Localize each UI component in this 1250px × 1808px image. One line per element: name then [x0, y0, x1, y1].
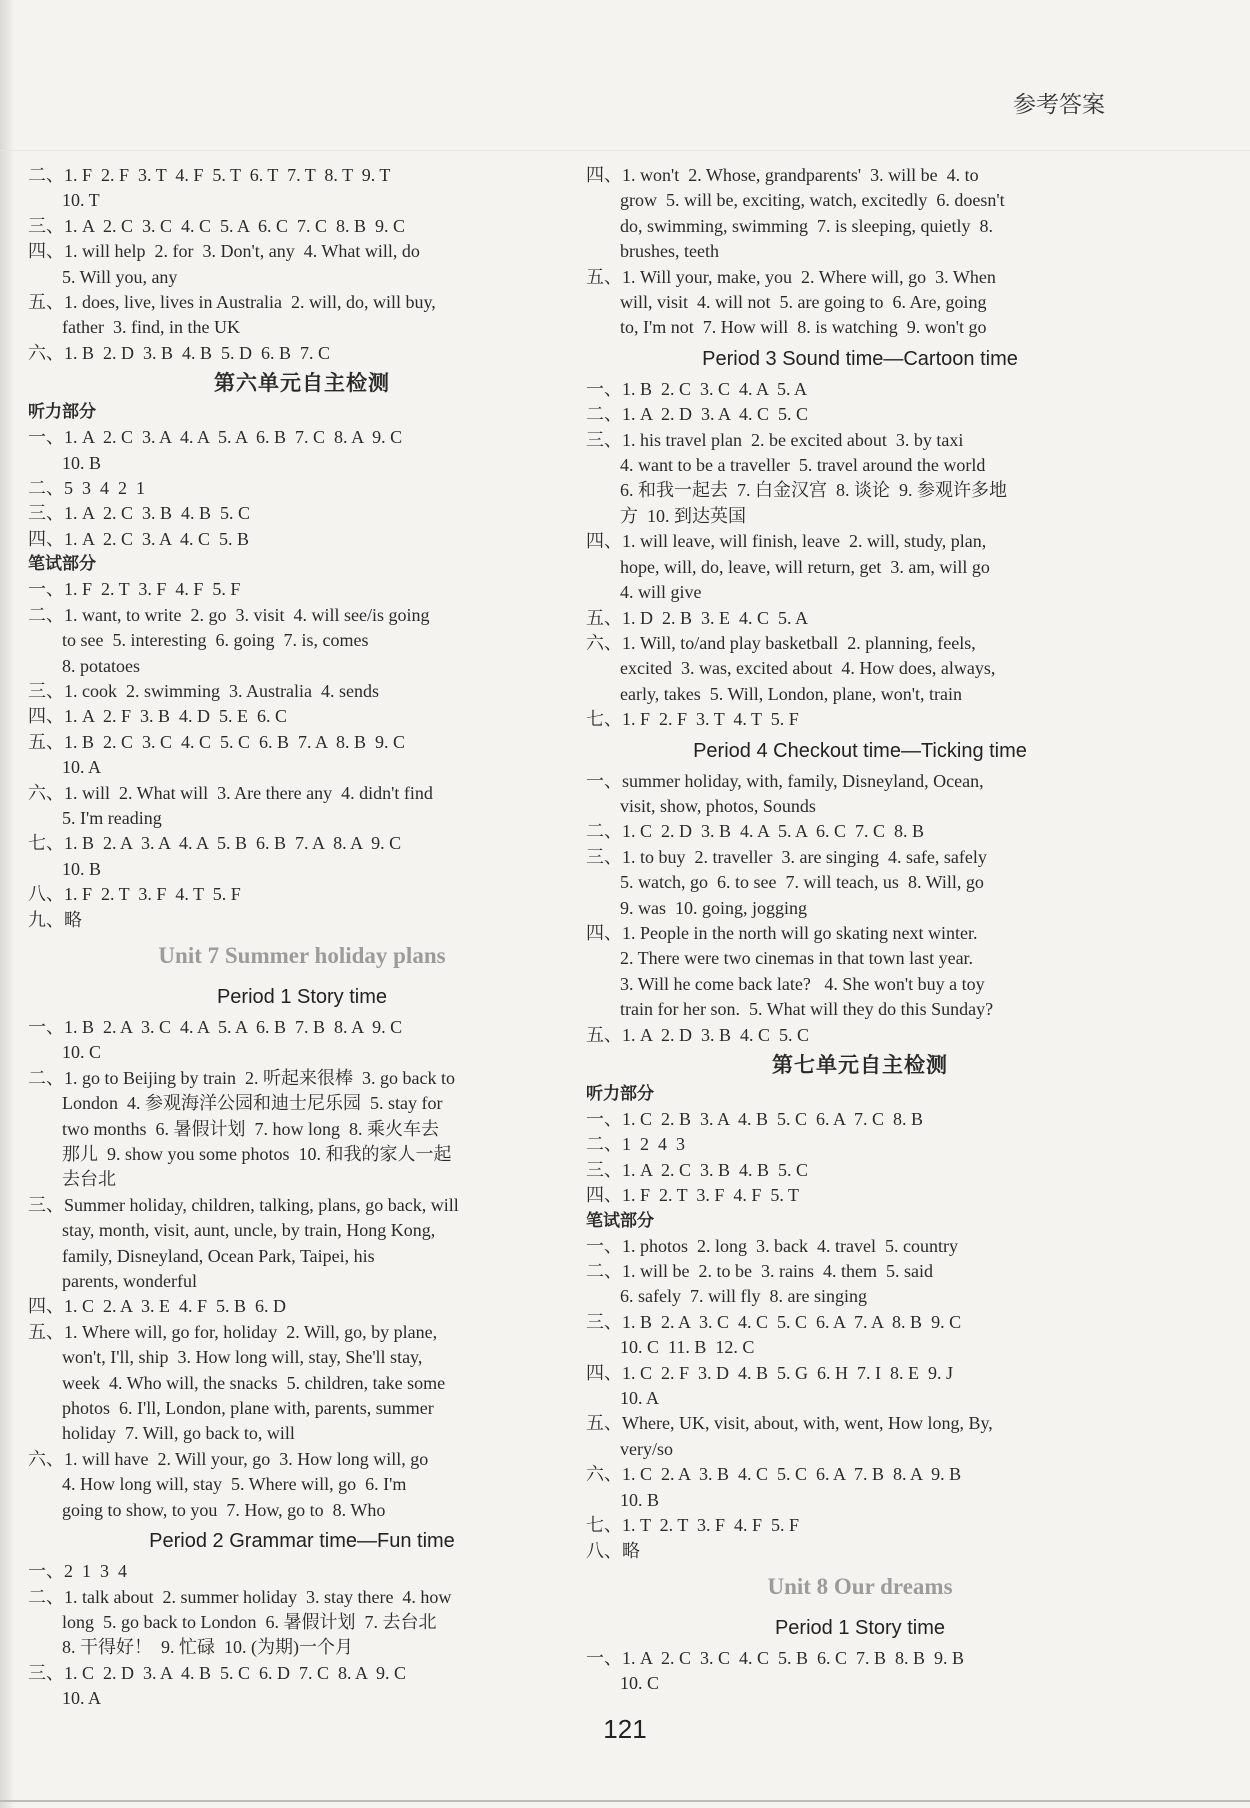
header-divider	[0, 150, 1250, 151]
answer-line: 二、1. talk about 2. summer holiday 3. stay there 4. how	[28, 1586, 452, 1607]
answer-line: 二、1. go to Beijing by train 2. 听起来很棒 3. go back to	[28, 1067, 455, 1088]
answer-line: 二、1 2 4 3	[586, 1134, 685, 1155]
answer-line-continued: parents, wonderful	[62, 1271, 197, 1292]
answer-line: 五、1. does, live, lives in Australia 2. will, do, will buy,	[28, 292, 436, 313]
answer-line-continued: 5. Will you, any	[62, 266, 178, 287]
answer-line-continued: 6. safely 7. will fly 8. are singing	[620, 1286, 867, 1307]
section-heading: 第七单元自主检测	[772, 1053, 948, 1077]
answer-line-continued: 2. There were two cinemas in that town last year.	[620, 948, 974, 969]
answer-line: 三、1. A 2. C 3. B 4. B 5. C	[28, 503, 251, 524]
answer-line-continued: family, Disneyland, Ocean Park, Taipei, his	[62, 1245, 375, 1266]
answer-line-continued: 10. C 11. B 12. C	[620, 1337, 755, 1358]
answer-line: 八、略	[586, 1540, 640, 1561]
answer-line-continued: 10. A	[62, 1688, 102, 1709]
section-subheading: 听力部分	[586, 1084, 654, 1104]
answer-line-continued: 10. T	[62, 190, 100, 211]
answer-line-continued: 4. will give	[620, 582, 702, 603]
answer-line: 四、1. will leave, will finish, leave 2. will, study, plan,	[586, 531, 987, 552]
period-title: Period 3 Sound time—Cartoon time	[702, 347, 1018, 370]
answer-line: 六、1. Will, to/and play basketball 2. planning, feels,	[586, 632, 976, 653]
answer-line: 四、1. C 2. A 3. E 4. F 5. B 6. D	[28, 1296, 287, 1317]
section-subheading: 听力部分	[28, 402, 96, 423]
answer-line: 五、1. A 2. D 3. B 4. C 5. C	[586, 1024, 810, 1045]
answer-line-continued: do, swimming, swimming 7. is sleeping, quietly 8.	[620, 215, 993, 236]
answer-line-continued: long 5. go back to London 6. 暑假计划 7. 去台北	[62, 1611, 437, 1632]
answer-line: 三、1. C 2. D 3. A 4. B 5. C 6. D 7. C 8. A 9. C	[28, 1662, 407, 1683]
answer-line: 一、1. F 2. T 3. F 4. F 5. F	[28, 579, 241, 600]
answer-line: 一、1. C 2. B 3. A 4. B 5. C 6. A 7. C 8. B	[586, 1109, 924, 1129]
answer-line: 四、1. People in the north will go skating next winter.	[586, 922, 978, 943]
answer-line-continued: 10. A	[620, 1388, 660, 1409]
answer-line: 四、1. won't 2. Whose, grandparents' 3. will be 4. to	[586, 165, 979, 185]
answer-line-continued: London 4. 参观海洋公园和迪士尼乐园 5. stay for	[62, 1093, 443, 1114]
answer-line: 二、1. A 2. D 3. A 4. C 5. C	[586, 404, 809, 425]
answer-line: 二、5 3 4 2 1	[28, 478, 145, 499]
answer-line: 五、1. D 2. B 3. E 4. C 5. A	[586, 607, 809, 628]
answer-line-continued: brushes, teeth	[620, 241, 719, 262]
answer-line-continued: 方 10. 到达英国	[620, 505, 746, 526]
unit-title: Unit 8 Our dreams	[767, 1573, 953, 1599]
answer-line-continued: 8. 干得好！ 9. 忙碌 10. (为期)一个月	[62, 1637, 353, 1658]
period-title: Period 1 Story time	[216, 985, 388, 1008]
answer-line-continued: two months 6. 暑假计划 7. how long 8. 乘火车去	[62, 1118, 440, 1139]
answer-line: 二、1. will be 2. to be 3. rains 4. them 5. said	[586, 1261, 933, 1282]
answer-line-continued: 3. Will he come back late? 4. She won't buy a toy	[620, 973, 985, 994]
answer-line-continued: excited 3. was, excited about 4. How does, always,	[620, 658, 996, 679]
answer-line: 八、1. F 2. T 3. F 4. T 5. F	[28, 884, 241, 905]
answer-line-continued: 9. was 10. going, jogging	[620, 897, 807, 918]
answer-line-continued: early, takes 5. Will, London, plane, won't, train	[620, 683, 962, 704]
answer-line-continued: hope, will, do, leave, will return, get 3. am, will go	[620, 556, 990, 577]
header-label: 参考答案	[1013, 91, 1105, 117]
right-column	[586, 163, 1134, 1697]
section-subheading: 笔试部分	[28, 554, 96, 575]
answer-line: 六、1. B 2. D 3. B 4. B 5. D 6. B 7. C	[28, 342, 331, 363]
answer-line: 五、1. Will your, make, you 2. Where will, go 3. When	[586, 266, 996, 287]
answer-line-continued: to see 5. interesting 6. going 7. is, comes	[62, 630, 369, 651]
answer-line-continued: 5. I'm reading	[62, 807, 162, 828]
answer-line: 五、Where, UK, visit, about, with, went, How long, By,	[586, 1413, 993, 1434]
period-title: Period 2 Grammar time—Fun time	[149, 1530, 455, 1553]
answer-line: 三、1. B 2. A 3. C 4. C 5. C 6. A 7. A 8. B 9. C	[586, 1311, 962, 1332]
answer-line: 三、1. cook 2. swimming 3. Australia 4. sends	[28, 680, 379, 701]
answer-line: 一、summer holiday, with, family, Disneyland, Ocean,	[586, 770, 984, 791]
answer-line-continued: 5. watch, go 6. to see 7. will teach, us 8. Will, go	[620, 872, 984, 893]
left-column	[28, 163, 576, 1712]
answer-line: 三、1. A 2. C 3. B 4. B 5. C	[586, 1159, 809, 1180]
answer-line: 六、1. C 2. A 3. B 4. C 5. C 6. A 7. B 8. A 9. B	[586, 1464, 962, 1485]
answer-line: 五、1. Where will, go for, holiday 2. Will, go, by plane,	[28, 1321, 438, 1342]
bottom-divider	[0, 1800, 1250, 1802]
answer-line: 一、1. B 2. C 3. C 4. A 5. A	[586, 378, 808, 399]
answer-line-continued: photos 6. I'll, London, plane with, parents, summer	[62, 1398, 434, 1419]
answer-line-continued: holiday 7. Will, go back to, will	[62, 1423, 295, 1444]
answer-line-continued: 10. B	[62, 452, 102, 473]
section-subheading: 笔试部分	[586, 1210, 654, 1231]
period-title: Period 1 Story time	[774, 1616, 946, 1639]
unit-title: Unit 7 Summer holiday plans	[158, 942, 446, 968]
answer-line: 四、1. A 2. C 3. A 4. C 5. B	[28, 528, 250, 549]
answer-line: 一、1. photos 2. long 3. back 4. travel 5. country	[586, 1235, 958, 1256]
answer-line-continued: 10. A	[62, 757, 102, 778]
page-edge-shadow	[0, 0, 14, 1808]
answer-line: 七、1. T 2. T 3. F 4. F 5. F	[586, 1515, 800, 1536]
answer-line-continued: 10. B	[620, 1489, 660, 1510]
answer-line: 二、1. want, to write 2. go 3. visit 4. will see/is going	[28, 604, 430, 625]
answer-line: 三、1. A 2. C 3. C 4. C 5. A 6. C 7. C 8. B 9. C	[28, 215, 406, 236]
answer-line-continued: very/so	[620, 1438, 673, 1459]
answer-line-continued: going to show, to you 7. How, go to 8. Who	[62, 1499, 386, 1520]
answer-line-continued: grow 5. will be, exciting, watch, excitedly 6. doesn't	[620, 190, 1005, 211]
answer-line-continued: visit, show, photos, Sounds	[620, 795, 816, 816]
answer-line: 一、1. A 2. C 3. C 4. C 5. B 6. C 7. B 8. B 9. B	[586, 1647, 965, 1668]
answer-line: 一、1. A 2. C 3. A 4. A 5. A 6. B 7. C 8. A 9. C	[28, 427, 403, 448]
answer-line: 七、1. F 2. F 3. T 4. T 5. F	[586, 709, 799, 730]
answer-line: 五、1. B 2. C 3. C 4. C 5. C 6. B 7. A 8. B 9. C	[28, 731, 406, 752]
page-number: 121	[603, 1714, 647, 1744]
answer-line: 二、1. C 2. D 3. B 4. A 5. A 6. C 7. C 8. B	[586, 821, 925, 842]
answer-line-continued: father 3. find, in the UK	[62, 317, 240, 338]
answer-line-continued: 10. B	[62, 858, 102, 879]
answer-line-continued: 去台北	[62, 1169, 116, 1190]
answer-line-continued: 4. How long will, stay 5. Where will, go 6. I'm	[62, 1474, 407, 1495]
answer-line-continued: 6. 和我一起去 7. 白金汉宫 8. 谈论 9. 参观许多地	[620, 480, 1007, 501]
answer-line: 一、2 1 3 4	[28, 1561, 127, 1582]
answer-line-continued: stay, month, visit, aunt, uncle, by train, Hong Kong,	[62, 1220, 436, 1241]
answer-line: 四、1. A 2. F 3. B 4. D 5. E 6. C	[28, 706, 288, 727]
answer-line: 七、1. B 2. A 3. A 4. A 5. B 6. B 7. A 8. A 9. C	[28, 833, 402, 854]
answer-line: 六、1. will 2. What will 3. Are there any 4. didn't find	[28, 782, 433, 803]
answer-line: 四、1. F 2. T 3. F 4. F 5. T	[586, 1185, 800, 1206]
answer-line-continued: 那儿 9. show you some photos 10. 和我的家人一起	[62, 1144, 452, 1164]
answer-line: 一、1. B 2. A 3. C 4. A 5. A 6. B 7. B 8. A 9. C	[28, 1016, 403, 1037]
answer-line-continued: won't, I'll, ship 3. How long will, stay, She'll stay,	[62, 1347, 423, 1368]
answer-line: 四、1. will help 2. for 3. Don't, any 4. What will, do	[28, 241, 420, 262]
answer-line-continued: train for her son. 5. What will they do this Sunday?	[620, 999, 994, 1020]
period-title: Period 4 Checkout time—Ticking time	[693, 739, 1027, 762]
answer-line: 四、1. C 2. F 3. D 4. B 5. G 6. H 7. I 8. E 9. J	[586, 1362, 954, 1383]
answer-line-continued: to, I'm not 7. How will 8. is watching 9. won't go	[620, 317, 987, 338]
answer-line: 二、1. F 2. F 3. T 4. F 5. T 6. T 7. T 8. T 9. T	[28, 165, 391, 185]
answer-line-continued: week 4. Who will, the snacks 5. children, take some	[62, 1372, 446, 1393]
answer-line: 三、1. to buy 2. traveller 3. are singing 4. safe, safely	[586, 846, 987, 867]
answer-line: 六、1. will have 2. Will your, go 3. How long will, go	[28, 1448, 429, 1469]
answer-line: 九、略	[28, 909, 82, 930]
section-heading: 第六单元自主检测	[214, 371, 390, 396]
answer-line-continued: 8. potatoes	[62, 655, 140, 676]
answer-line: 三、Summer holiday, children, talking, plans, go back, will	[28, 1194, 459, 1215]
answer-line-continued: will, visit 4. will not 5. are going to 6. Are, going	[620, 292, 987, 313]
answer-line-continued: 10. C	[620, 1673, 660, 1694]
answer-line-continued: 10. C	[62, 1042, 102, 1063]
answer-line-continued: 4. want to be a traveller 5. travel around the world	[620, 455, 986, 476]
answer-line: 三、1. his travel plan 2. be excited about 3. by taxi	[586, 429, 964, 450]
